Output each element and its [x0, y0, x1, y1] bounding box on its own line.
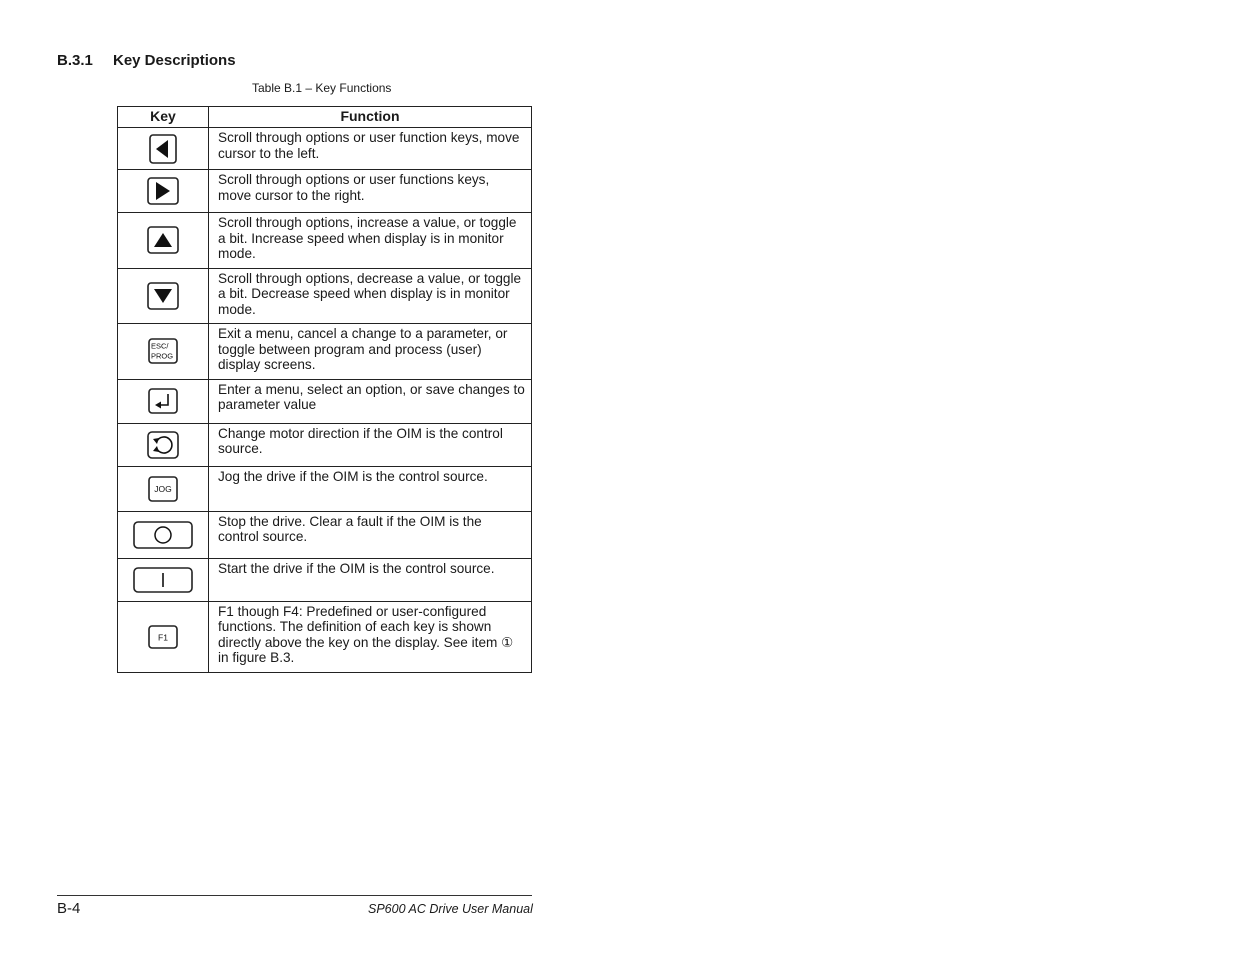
table-row [118, 466, 532, 511]
function-description: Change motor direction if the OIM is the control source. [209, 423, 532, 466]
table-row [118, 324, 532, 380]
function-description: F1 though F4: Predefined or user-configured functions. The definition of each key is shown directly above the key on the display. See item ① in figure B.3. [209, 601, 532, 672]
esc-prog-key-icon [148, 338, 178, 364]
key-cell [118, 268, 209, 324]
key-cell [118, 558, 209, 601]
function-description: Scroll through options or user function keys, move cursor to the left. [209, 128, 532, 170]
table-row [118, 128, 532, 170]
prog-key-label: PROG [151, 351, 174, 361]
function-description: Exit a menu, cancel a change to a parameter, or toggle between program and process (user) display screens. [209, 324, 532, 380]
table-row [118, 601, 532, 672]
section-number: B.3.1 [57, 52, 93, 69]
function-description: Scroll through options or user functions keys, move cursor to the right. [209, 170, 532, 213]
f1-key-icon [148, 625, 178, 649]
table-caption: Table B.1 – Key Functions [252, 81, 392, 95]
function-description: Start the drive if the OIM is the control source. [209, 558, 532, 601]
stop-key-icon [133, 521, 193, 549]
footer-divider [57, 895, 532, 896]
manual-title: SP600 AC Drive User Manual [368, 902, 533, 916]
right-arrow-key-icon [147, 177, 179, 205]
up-arrow-key-icon [147, 226, 179, 254]
key-cell [118, 128, 209, 170]
esc-key-label: ESC/ [151, 341, 169, 351]
table-header-row [118, 107, 532, 128]
key-functions-table [117, 106, 532, 673]
key-cell [118, 423, 209, 466]
down-arrow-key-icon [147, 282, 179, 310]
jog-key-label: JOG [154, 483, 172, 494]
table-row [118, 268, 532, 324]
section-title: Key Descriptions [113, 52, 236, 69]
function-description: Scroll through options, increase a value, or toggle a bit. Increase speed when display is in monitor mode. [209, 213, 532, 269]
column-header-key: Key [118, 107, 209, 128]
key-cell [118, 511, 209, 558]
section-heading [57, 52, 236, 69]
table-row [118, 423, 532, 466]
key-cell [118, 324, 209, 380]
enter-key-icon [148, 388, 178, 414]
key-cell [118, 601, 209, 672]
function-description: Jog the drive if the OIM is the control source. [209, 466, 532, 511]
key-cell [118, 213, 209, 269]
direction-key-icon [147, 431, 179, 459]
page-number: B-4 [57, 900, 81, 917]
column-header-function: Function [209, 107, 532, 128]
function-description: Enter a menu, select an option, or save changes to parameter value [209, 379, 532, 423]
function-description: Stop the drive. Clear a fault if the OIM is the control source. [209, 511, 532, 558]
key-cell [118, 170, 209, 213]
jog-key-icon [148, 476, 178, 502]
f1-key-label: F1 [158, 632, 168, 642]
key-cell [118, 466, 209, 511]
table-row [118, 170, 532, 213]
table-row [118, 511, 532, 558]
key-cell [118, 379, 209, 423]
table-row [118, 379, 532, 423]
table-row [118, 558, 532, 601]
function-description: Scroll through options, decrease a value, or toggle a bit. Decrease speed when display is in monitor mode. [209, 268, 532, 324]
left-arrow-key-icon [149, 134, 177, 164]
start-key-icon [133, 567, 193, 593]
table-row [118, 213, 532, 269]
